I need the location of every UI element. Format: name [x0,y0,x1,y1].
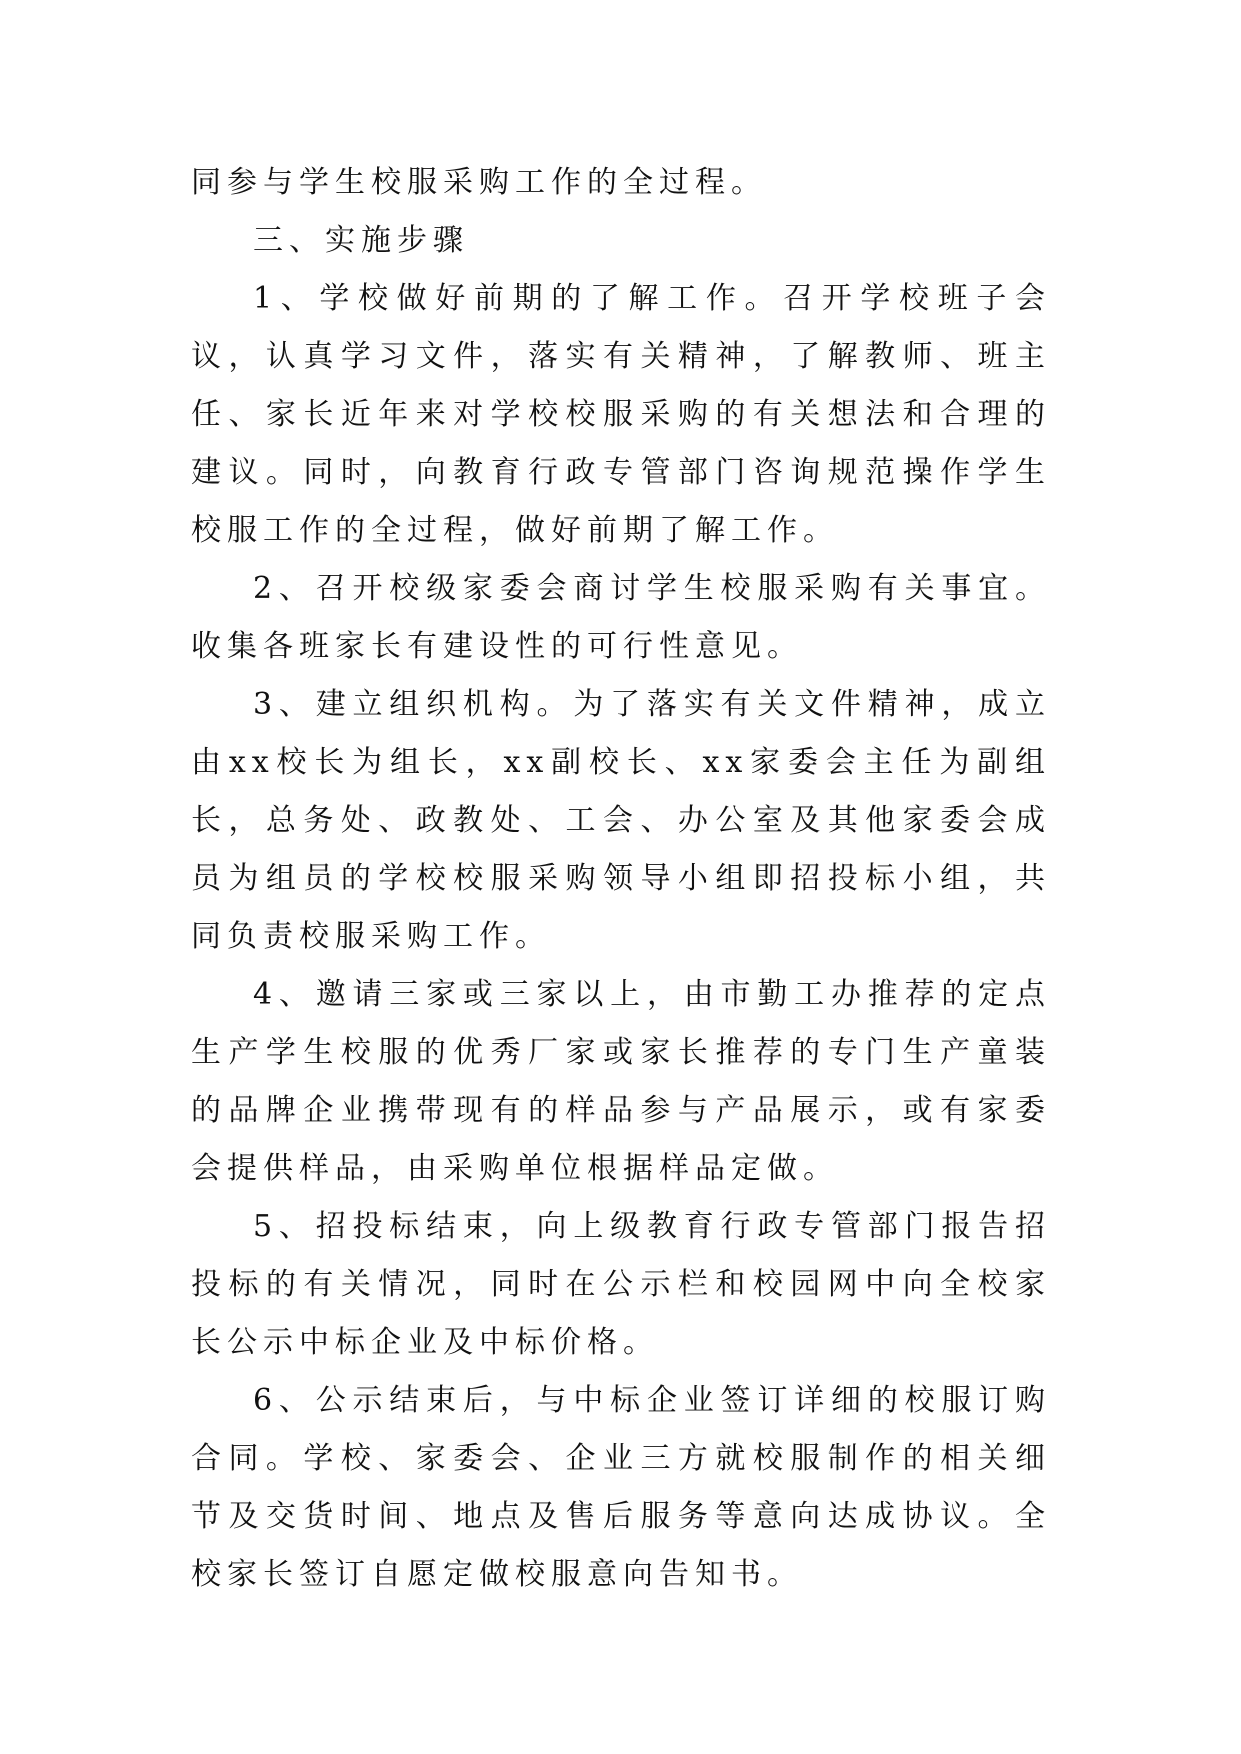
step-4-paragraph: 4、邀请三家或三家以上，由市勤工办推荐的定点生产学生校服的优秀厂家或家长推荐的专门生产童装的品牌企业携带现有的样品参与产品展示，或有家委会提供样品，由采购单位根据样品定做。 [191,977,1051,1186]
step-6-paragraph: 6、公示结束后，与中标企业签订详细的校服订购合同。学校、家委会、企业三方就校服制作的相关细节及交货时间、地点及售后服务等意向达成协议。全校家长签订自愿定做校服意向告知书。 [191,1383,1051,1592]
step-5-paragraph: 5、招投标结束，向上级教育行政专管部门报告招投标的有关情况，同时在公示栏和校园网中向全校家长公示中标企业及中标价格。 [191,1209,1051,1360]
step-2-paragraph: 2、召开校级家委会商讨学生校服采购有关事宜。收集各班家长有建设性的可行性意见。 [191,571,1051,664]
paragraph-continuation: 同参与学生校服采购工作的全过程。 [191,165,767,200]
section-heading-implementation-steps: 三、实施步骤 [253,223,469,258]
document-body [191,154,1051,1604]
step-3-paragraph: 3、建立组织机构。为了落实有关文件精神，成立由xx校长为组长，xx副校长、xx家委会主任为副组长，总务处、政教处、工会、办公室及其他家委会成员为组员的学校校服采购领导小组即招投标小组，共同负责校服采购工作。 [191,687,1051,954]
step-1-paragraph: 1、学校做好前期的了解工作。召开学校班子会议，认真学习文件，落实有关精神，了解教师、班主任、家长近年来对学校校服采购的有关想法和合理的建议。同时，向教育行政专管部门咨询规范操作学生校服工作的全过程，做好前期了解工作。 [191,281,1051,548]
